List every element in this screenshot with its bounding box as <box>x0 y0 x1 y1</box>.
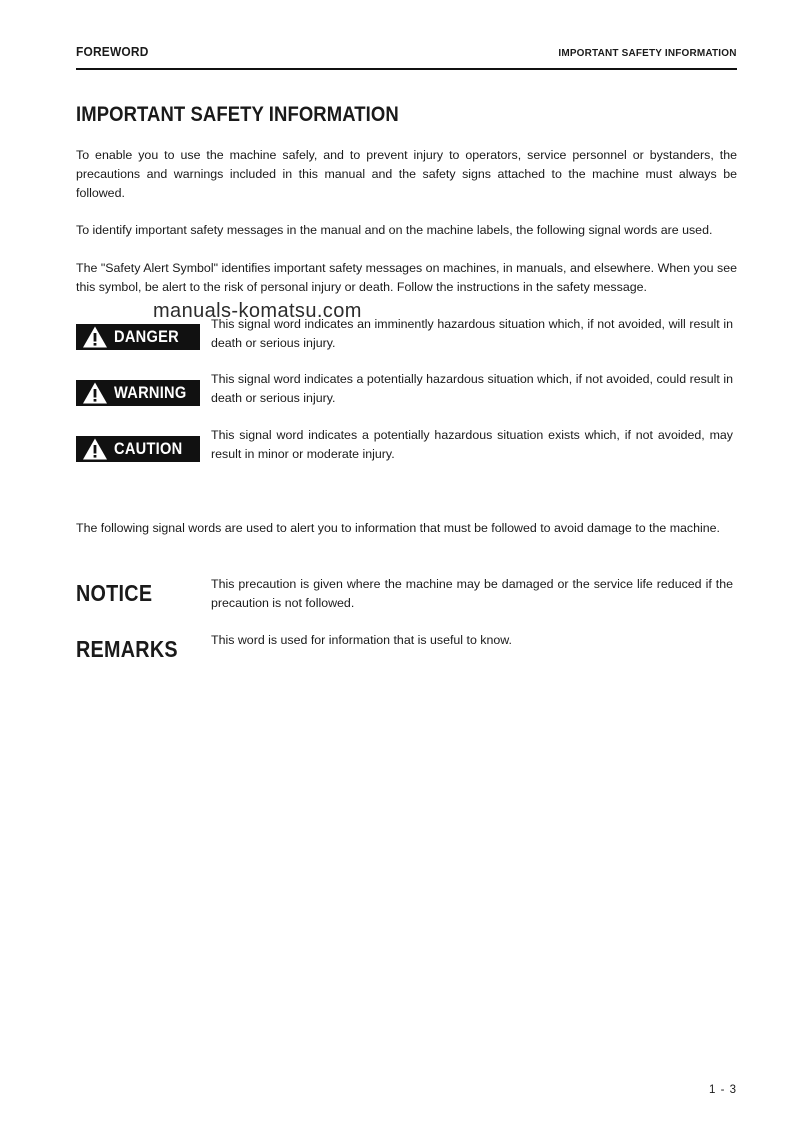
caution-label-text: CAUTION <box>114 439 183 458</box>
danger-description: This signal word indicates an imminently hazardous situation which, if not avoided, will result in death or serious injury. <box>211 317 733 350</box>
warning-description: This signal word indicates a potentially hazardous situation which, if not avoided, could result in death or serious injury. <box>211 372 733 405</box>
notice-label: NOTICE <box>76 580 153 606</box>
caution-description: This signal word indicates a potentially hazardous situation exists which, if not avoided, may result in minor or moderate injury. <box>211 428 733 461</box>
remarks-description: This word is used for information that is useful to know. <box>211 633 512 647</box>
watermark: manuals-komatsu.com <box>153 300 362 322</box>
danger-label-text: DANGER <box>114 327 179 346</box>
page-title: IMPORTANT SAFETY INFORMATION <box>76 103 399 126</box>
signal-words-paragraph: To identify important safety messages in the manual and on the machine labels, the following signal words are used. <box>76 223 713 237</box>
page-number: 1 - 3 <box>708 1084 737 1096</box>
caution-label <box>76 436 200 462</box>
notice-description: This precaution is given where the machine may be damaged or the service life reduced if the precaution is not followed. <box>211 577 733 610</box>
page-header <box>76 44 737 70</box>
intro-paragraph: To enable you to use the machine safely, and to prevent injury to operators, service personnel or bystanders, the precautions and warnings included in this manual and the safety signs attached to the machine must always be followed. <box>76 148 737 200</box>
warning-label <box>76 380 200 406</box>
warning-triangle-icon <box>82 381 108 405</box>
damage-paragraph: The following signal words are used to alert you to information that must be followed to avoid damage to the machine. <box>76 521 720 535</box>
header-section-name: FOREWORD <box>76 44 149 59</box>
warning-triangle-icon <box>82 437 108 461</box>
alert-symbol-paragraph: The "Safety Alert Symbol" identifies important safety messages on machines, in manuals, and elsewhere. When you see this symbol, be alert to the risk of personal injury or death. Follow the instructions in the safety message. <box>76 261 737 294</box>
header-chapter-title: IMPORTANT SAFETY INFORMATION <box>558 47 737 59</box>
warning-label-text: WARNING <box>114 383 187 402</box>
danger-label <box>76 324 200 350</box>
warning-triangle-icon <box>82 325 108 349</box>
remarks-label: REMARKS <box>76 636 178 662</box>
